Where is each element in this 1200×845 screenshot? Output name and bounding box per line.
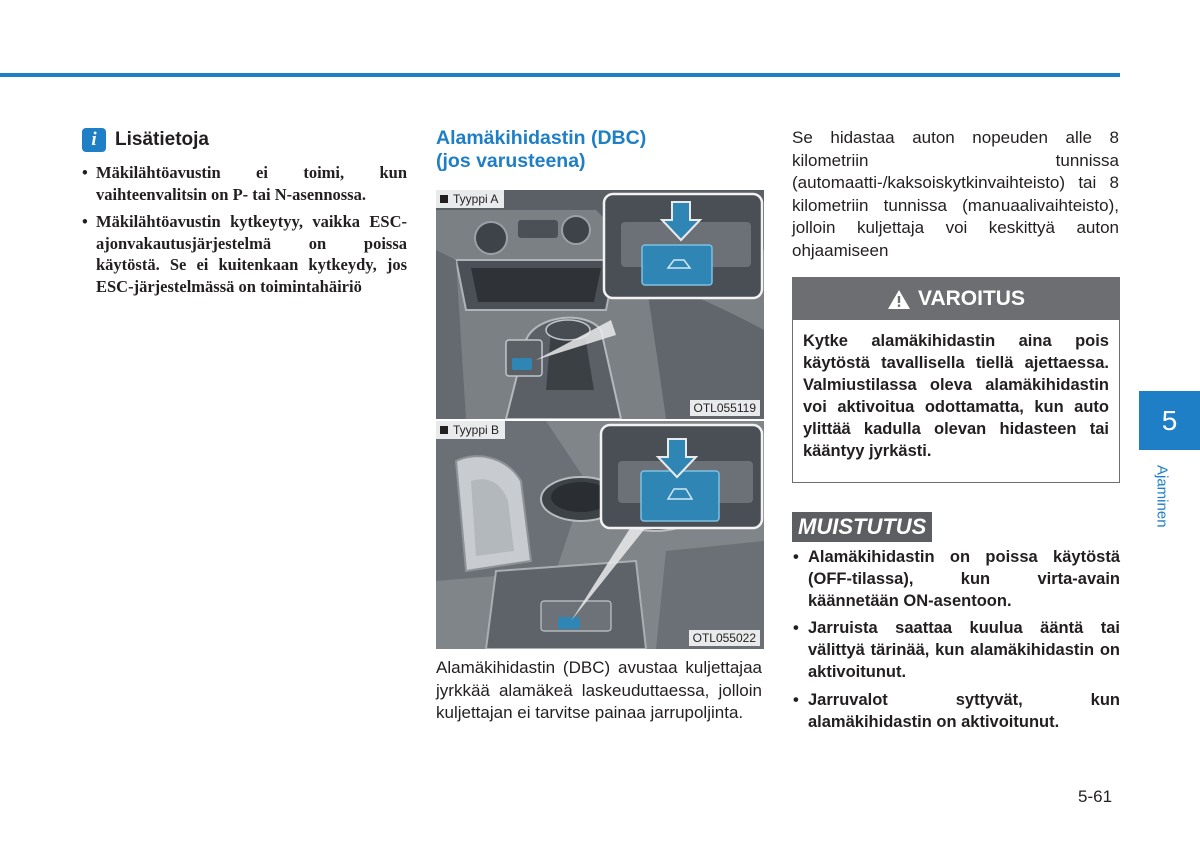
header-rule (0, 73, 1120, 77)
dbc-body-text: Alamäkihidastin (DBC) avustaa kuljettajaa jyrkkää alamäkeä laskeuduttaessa, jolloin kuljettajan ei tarvitse painaa jarrupoljinta. (436, 658, 762, 722)
warning-triangle-icon (887, 289, 911, 310)
warning-header (793, 278, 1119, 320)
notice-list (792, 547, 1120, 739)
figure-tag-label: Tyyppi B (453, 423, 500, 437)
console-illustration-a (436, 190, 764, 419)
info-list (82, 162, 407, 303)
figure-tag (436, 190, 504, 208)
notice-item: • Jarruista saattaa kuulua ääntä tai välittyä tärinää, kun alamäkihidastin on aktivoitunut. (792, 618, 1120, 683)
page-number: 5-61 (1078, 787, 1113, 806)
figure-type-a (436, 190, 764, 419)
info-icon: i (82, 128, 106, 152)
section-title (436, 127, 766, 173)
square-bullet-icon (440, 195, 448, 203)
figure-code: OTL055119 (690, 400, 761, 416)
figure-tag (436, 421, 505, 439)
notice-item: • Alamäkihidastin on poissa käytöstä (OFF-tilassa), kun virta-avain käännetään ON-asentoon. (792, 547, 1120, 612)
info-title: Lisätietoja (115, 129, 209, 150)
speed-text: Se hidastaa auton nopeuden alle 8 kilometriin tunnissa (automaatti-/kaksoiskytkinvaihteisto) tai 8 kilometriin tunnissa (manuaalivaihteisto), jolloin kuljettaja voi keskittyä auton ohjaamiseen (792, 128, 1119, 260)
figure-code: OTL055022 (689, 630, 760, 646)
info-item: • Mäkilähtöavustin kytkeytyy, vaikka ESC-ajonvakautusjärjestelmä on poissa käytöstä. Se ei kuitenkaan kytkeydy, jos ESC-järjestelmässä on toimintahäiriö (82, 211, 407, 297)
chapter-tab: 5 (1139, 391, 1200, 450)
figure-tag-label: Tyyppi A (453, 192, 499, 206)
figure-type-b (436, 421, 764, 649)
chapter-name: Ajaminen (1153, 465, 1171, 528)
console-illustration-b (436, 421, 764, 649)
notice-item: • Jarruvalot syttyvät, kun alamäkihidastin on aktivoitunut. (792, 690, 1120, 734)
notice-label: MUISTUTUS (792, 512, 932, 542)
warning-title: VAROITUS (918, 287, 1025, 310)
square-bullet-icon (440, 426, 448, 434)
info-item: • Mäkilähtöavustin ei toimi, kun vaihteenvalitsin on P- tai N-asennossa. (82, 162, 407, 205)
warning-body: Kytke alamäkihidastin aina pois käytöstä tavallisella tiellä ajettaessa. Valmiustilassa oleva alamäkihidastin voi aktivoitua odottamatta, kun auto ylittää kadulla olevan hidasteen tai kääntyy jyrkästi. (803, 332, 1109, 460)
section-title-line1: Alamäkihidastin (DBC) (436, 127, 647, 149)
info-heading (82, 127, 209, 153)
section-title-line2: (jos varusteena) (436, 150, 586, 172)
warning-box (792, 277, 1120, 483)
